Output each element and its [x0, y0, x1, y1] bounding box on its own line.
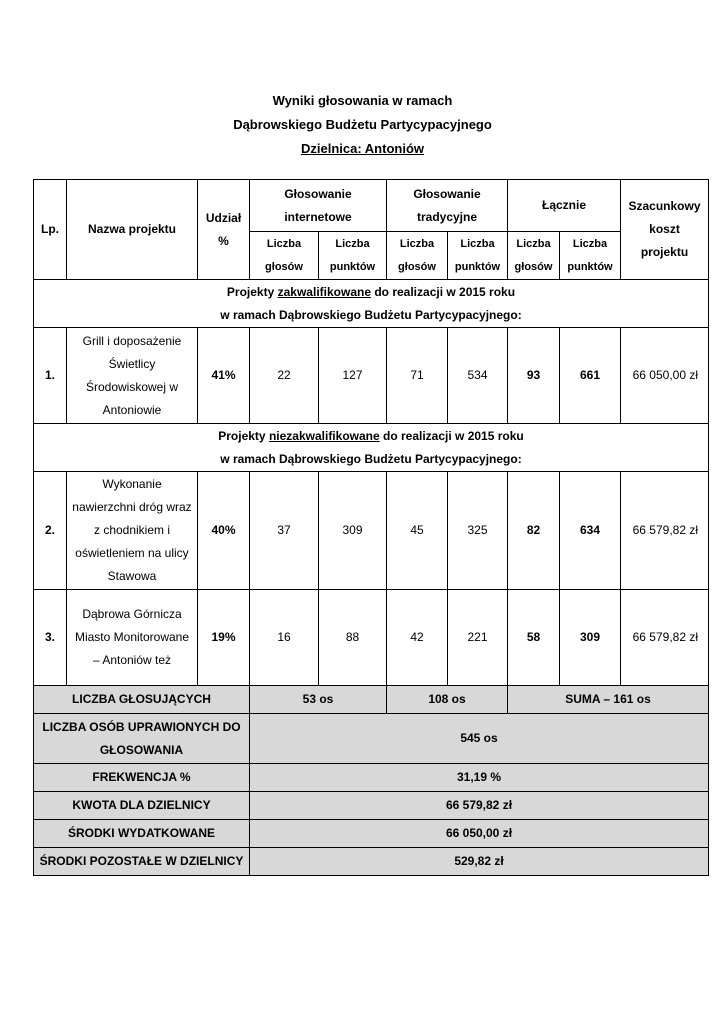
- spent-label: ŚRODKI WYDATKOWANE: [34, 820, 250, 848]
- project-cost: 66 050,00 zł: [621, 328, 709, 424]
- voters-row: [34, 686, 709, 714]
- section-text: Projekty: [226, 284, 278, 299]
- table-row: [34, 328, 709, 424]
- project-cost: 66 579,82 zł: [621, 472, 709, 590]
- unqualified-section-row: [34, 424, 709, 472]
- amount-label: KWOTA DLA DZIELNICY: [34, 792, 250, 820]
- spent-value: 66 050,00 zł: [250, 820, 709, 848]
- project-name: Dąbrowa Górnicza Miasto Monitorowane – Antoniów też: [67, 590, 198, 686]
- internet-votes-header: Liczba głosów: [250, 232, 319, 280]
- project-share: 41%: [198, 328, 250, 424]
- project-share: 40%: [198, 472, 250, 590]
- results-table: [33, 179, 709, 876]
- table-row: [34, 472, 709, 590]
- unqualified-section-heading: [34, 424, 709, 472]
- project-name: Wykonanie nawierzchni dróg wraz z chodnikiem i oświetleniem na ulicy Stawowa: [67, 472, 198, 590]
- total-votes: 93: [508, 328, 560, 424]
- traditional-votes: 42: [387, 590, 448, 686]
- voters-internet: 53 os: [250, 686, 387, 714]
- remaining-label: ŚRODKI POZOSTAŁE W DZIELNICY: [34, 848, 250, 876]
- col-lp-header: Lp.: [34, 180, 67, 280]
- table-row: [34, 590, 709, 686]
- section-text: w ramach Dąbrowskiego Budżetu Partycypacyjnego:: [220, 451, 522, 466]
- turnout-row: [34, 764, 709, 792]
- col-name-header: Nazwa projektu: [67, 180, 198, 280]
- qualified-section-row: [34, 280, 709, 328]
- section-text: Projekty: [218, 428, 269, 443]
- project-lp: 1.: [34, 328, 67, 424]
- eligible-value: 545 os: [250, 714, 709, 764]
- project-lp: 3.: [34, 590, 67, 686]
- internet-votes: 16: [250, 590, 319, 686]
- voters-label: LICZBA GŁOSUJĄCYCH: [34, 686, 250, 714]
- total-votes: 82: [508, 472, 560, 590]
- internet-points: 127: [319, 328, 387, 424]
- eligible-row: [34, 714, 709, 764]
- internet-points: 309: [319, 472, 387, 590]
- title-line-1: Wyniki głosowania w ramach: [272, 93, 453, 108]
- traditional-votes: 45: [387, 472, 448, 590]
- remaining-row: [34, 848, 709, 876]
- section-text: do realizacji w 2015 roku: [371, 284, 516, 299]
- project-cost: 66 579,82 zł: [621, 590, 709, 686]
- district-title: Dzielnica: Antoniów: [300, 141, 425, 156]
- col-share-header: Udział %: [198, 180, 250, 280]
- col-total-header: Łącznie: [508, 180, 621, 232]
- remaining-value: 529,82 zł: [250, 848, 709, 876]
- traditional-points: 325: [448, 472, 508, 590]
- qualified-section-heading: [34, 280, 709, 328]
- traditional-votes: 71: [387, 328, 448, 424]
- amount-value: 66 579,82 zł: [250, 792, 709, 820]
- section-text: w ramach Dąbrowskiego Budżetu Partycypacyjnego:: [220, 307, 522, 322]
- total-votes: 58: [508, 590, 560, 686]
- voters-sum: SUMA – 161 os: [508, 686, 709, 714]
- section-text: do realizacji w 2015 roku: [379, 428, 524, 443]
- voters-traditional: 108 os: [387, 686, 508, 714]
- internet-points-header: Liczba punktów: [319, 232, 387, 280]
- unqualified-word: niezakwalifikowane: [268, 428, 380, 443]
- spent-row: [34, 820, 709, 848]
- traditional-points-header: Liczba punktów: [448, 232, 508, 280]
- internet-votes: 37: [250, 472, 319, 590]
- internet-votes: 22: [250, 328, 319, 424]
- total-votes-header: Liczba głosów: [508, 232, 560, 280]
- traditional-points: 534: [448, 328, 508, 424]
- turnout-value: 31,19 %: [250, 764, 709, 792]
- traditional-votes-header: Liczba głosów: [387, 232, 448, 280]
- col-cost-header: Szacunkowy koszt projektu: [621, 180, 709, 280]
- turnout-label: FREKWENCJA %: [34, 764, 250, 792]
- traditional-points: 221: [448, 590, 508, 686]
- title-line-2: Dąbrowskiego Budżetu Partycypacyjnego: [233, 117, 492, 132]
- eligible-label: LICZBA OSÓB UPRAWIONYCH DO GŁOSOWANIA: [34, 714, 250, 764]
- total-points: 661: [560, 328, 621, 424]
- col-internet-header: Głosowanie internetowe: [250, 180, 387, 232]
- internet-points: 88: [319, 590, 387, 686]
- total-points: 634: [560, 472, 621, 590]
- total-points-header: Liczba punktów: [560, 232, 621, 280]
- project-lp: 2.: [34, 472, 67, 590]
- col-traditional-header: Głosowanie tradycyjne: [387, 180, 508, 232]
- qualified-word: zakwalifikowane: [277, 284, 371, 299]
- project-name: Grill i doposażenie Świetlicy Środowiskowej w Antoniowie: [67, 328, 198, 424]
- project-share: 19%: [198, 590, 250, 686]
- total-points: 309: [560, 590, 621, 686]
- header-row-1: [34, 180, 709, 232]
- amount-row: [34, 792, 709, 820]
